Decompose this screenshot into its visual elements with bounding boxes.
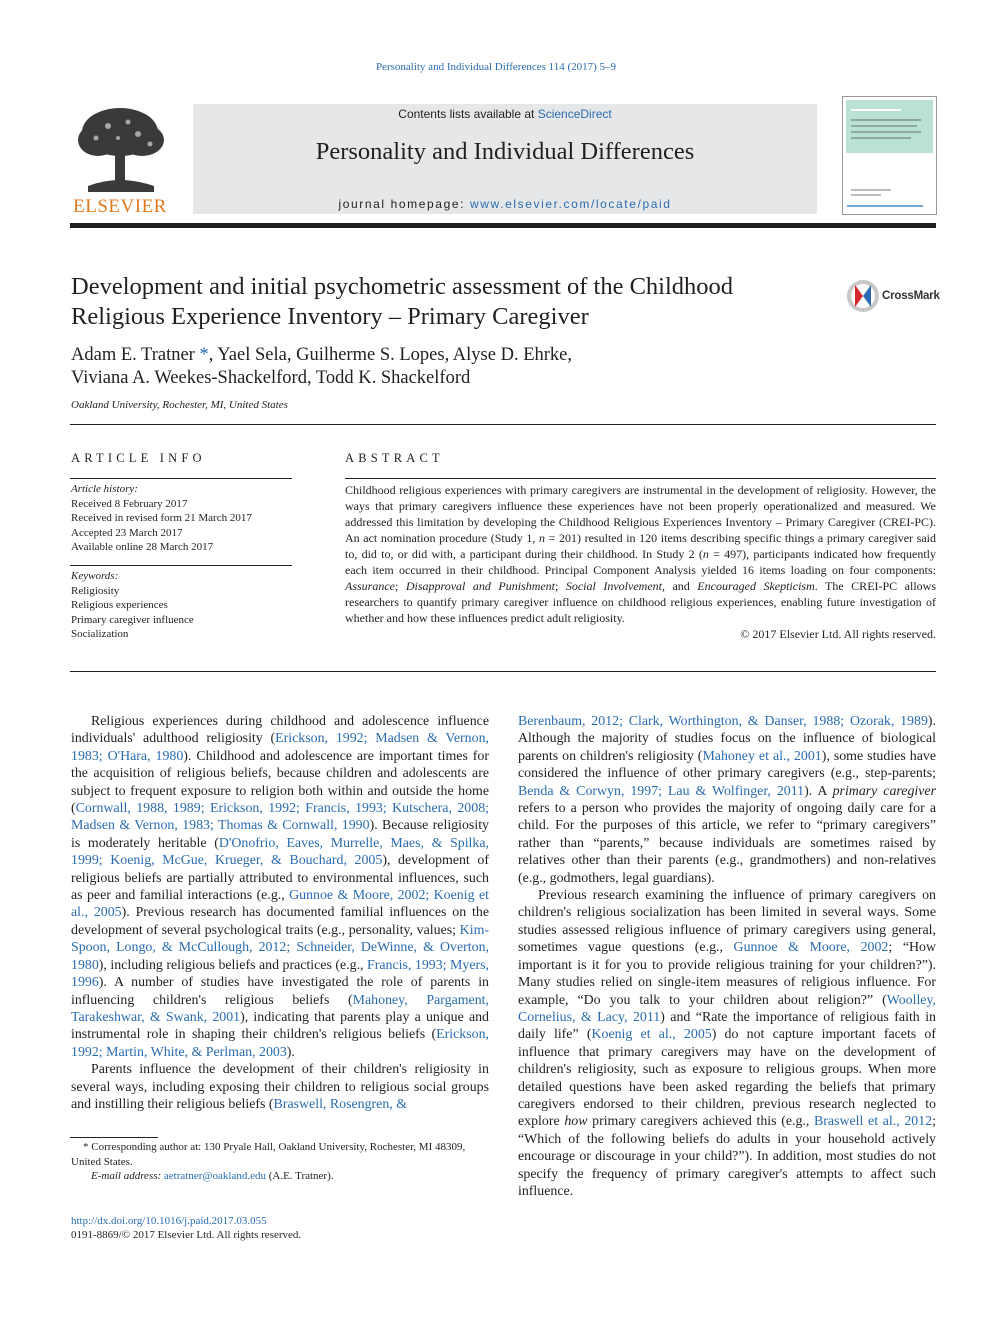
body-text: ; “Which of the following beliefs do adults in your household actively encourage or discourage in your child?”). In addition, most studies do not specify the frequency of primary caregiver's attempts to affect such influence. bbox=[518, 1114, 936, 1199]
history-item: Received 8 February 2017 bbox=[71, 497, 188, 510]
crossmark-icon bbox=[846, 279, 880, 313]
sciencedirect-link[interactable]: ScienceDirect bbox=[537, 107, 612, 121]
journal-cover-thumbnail[interactable] bbox=[842, 96, 937, 215]
authors-line1-a: Adam E. Tratner bbox=[71, 345, 200, 365]
abstract-text: = 201) resulted in 120 items describing specific things a primary caregiver said to, did to, or did with, a participant during their childhood. In Study 2 ( bbox=[345, 531, 936, 561]
keyword: Socialization bbox=[71, 628, 129, 640]
cover-line bbox=[851, 125, 917, 127]
abstract-variable: n bbox=[539, 531, 545, 545]
divider bbox=[345, 478, 936, 479]
body-text: ). bbox=[286, 1044, 295, 1060]
body-text: primary caregivers achieved this (e.g., bbox=[587, 1114, 815, 1130]
body-text: refers to a person who provides the majority of ongoing daily care for a child. For the purposes of this article, we refer to “primary caregivers” rather than “parents,” because individuals are sometimes raised by relatives other than their parents (e.g., grandmothers) and non-relatives (e.g., godmothers, legal guardians). bbox=[518, 801, 936, 886]
citation-link[interactable]: Braswell et al., 2012 bbox=[814, 1114, 933, 1130]
keyword: Primary caregiver influence bbox=[71, 613, 194, 626]
corresponding-author-note bbox=[71, 1140, 489, 1169]
body-paragraph bbox=[518, 887, 936, 1200]
elsevier-wordmark: ELSEVIER bbox=[73, 196, 167, 217]
abstract-heading: ABSTRACT bbox=[345, 451, 444, 465]
body-text: ) and “Rate the importance of religious faith in daily life” ( bbox=[518, 1009, 936, 1043]
elsevier-tree-icon bbox=[68, 104, 172, 196]
body-text: Previous research examining the influence of primary caregivers on children's religious socialization has been limited in several ways. Some studies assessed religious influence of primary caregivers using general, sometimes vague questions (e.g., bbox=[518, 888, 936, 956]
body-paragraph bbox=[71, 713, 489, 1061]
body-text: ). Because religiosity is moderately heritable ( bbox=[71, 818, 489, 851]
email-note bbox=[71, 1169, 489, 1184]
body-text: ). Although the majority of studies focus on the influence of biological parents on children's religiosity ( bbox=[518, 714, 936, 764]
abstract-text: ; bbox=[555, 579, 566, 593]
citation-link[interactable]: Francis, 1993; Myers, 1996 bbox=[71, 957, 489, 991]
footnote-text: Corresponding author at: 130 Pryale Hall, Oakland University, Rochester, MI 48309, United States. bbox=[71, 1141, 466, 1168]
keywords bbox=[71, 569, 293, 642]
citation-link[interactable]: Kim-Spoon, Longo, & McCullough, 2012; Schneider, DeWinne, & Overton, 1980 bbox=[71, 922, 489, 973]
body-text: ; “How important is it for you to provide religious training for your children?”). Many studies relied on single-item measures of religious influence. For example, “Do you talk to your children about religion?” ( bbox=[518, 940, 936, 1008]
keyword: Religious experiences bbox=[71, 599, 168, 611]
journal-homepage-link[interactable]: www.elsevier.com/locate/paid bbox=[470, 197, 672, 211]
abstract-text: , and bbox=[661, 579, 698, 593]
divider bbox=[70, 565, 292, 566]
author-list bbox=[71, 344, 831, 390]
component-name: Encouraged Skepticism bbox=[697, 579, 815, 593]
citation-link[interactable]: Gunnoe & Moore, 2002; Koenig et al., 2005 bbox=[71, 888, 489, 921]
citation-link[interactable]: Mahoney, Pargament, Tarakeshwar, & Swank, 2001 bbox=[71, 992, 489, 1025]
citation-link[interactable]: Erickson, 1992; Madsen & Vernon, 1983; O'Hara, 1980 bbox=[71, 731, 489, 764]
citation-link[interactable]: Benda & Corwyn, 1997; Lau & Wolfinger, 2011 bbox=[518, 783, 805, 799]
body-column-right bbox=[518, 713, 936, 1200]
divider bbox=[70, 424, 936, 425]
affiliation: Oakland University, Rochester, MI, United States bbox=[71, 399, 288, 411]
body-text: ), some studies have considered the influence of other primary caregivers (e.g., step-parents; bbox=[518, 748, 936, 782]
cover-line bbox=[851, 109, 901, 111]
abstract-paragraph bbox=[345, 482, 936, 626]
keywords-label: Keywords: bbox=[71, 570, 119, 582]
citation-link[interactable]: Mahoney et al., 2001 bbox=[702, 748, 822, 764]
header-rule bbox=[70, 223, 936, 228]
abstract-variable: n bbox=[702, 547, 709, 561]
footnote-rule bbox=[70, 1137, 158, 1138]
cover-line bbox=[847, 205, 923, 207]
citation-link[interactable]: Braswell, Rosengren, & bbox=[273, 1096, 408, 1112]
issn-copyright: 0191-8869/© 2017 Elsevier Ltd. All rights reserved. bbox=[71, 1229, 302, 1241]
citation-link[interactable]: Woolley, Cornelius, & Lacy, 2011 bbox=[518, 992, 936, 1025]
article-history bbox=[71, 482, 293, 555]
abstract-text: ; bbox=[395, 579, 406, 593]
footnotes bbox=[71, 1140, 489, 1184]
body-text: Parents influence the development of their children's religiosity in several ways, including exposing their children to religious social groups and instilling their religious beliefs ( bbox=[71, 1062, 489, 1112]
contents-line bbox=[193, 107, 817, 121]
citation-link[interactable]: D'Onofrio, Eaves, Murrelle, Maes, & Spilka, 1999; Koenig, McGue, Krueger, & Bouchard, 2005 bbox=[71, 835, 489, 869]
cover-line bbox=[851, 194, 881, 196]
body-emphasis: how bbox=[564, 1114, 588, 1130]
authors-line1-b: , Yael Sela, Guilherme S. Lopes, Alyse D. Ehrke, bbox=[208, 345, 572, 365]
cover-line bbox=[851, 189, 891, 191]
abstract-text: Childhood religious experiences with primary caregivers are instrumental in the development of religiosity. However, the ways that primary caregivers influence these experiences have not been properly operationalized and measured. We addressed this limitation by developing the Childhood Religious Experiences Inventory – Primary Caregiver (CREI-PC). An act nomination procedure (Study 1, bbox=[345, 483, 936, 545]
cover-line bbox=[851, 131, 921, 133]
body-text: ). Previous research has documented familial influences on the development of several psychological traits (e.g., personality, values; bbox=[71, 905, 489, 938]
cover-line bbox=[851, 119, 921, 121]
body-text: ). Childhood and adolescence are important times for the acquisition of religious beliefs, because children and adolescents are subject to frequent exposure to religion both within and outside the home ( bbox=[71, 748, 489, 817]
citation-link[interactable]: Berenbaum, 2012; Clark, Worthington, & Danser, 1988; Ozorak, 1989 bbox=[518, 714, 928, 729]
citation-link[interactable]: Cornwall, 1988, 1989; Erickson, 1992; Francis, 1993; Kutschera, 2008; Madsen & Vernon, 1983; Thomas & Cornwall, 1990 bbox=[71, 801, 489, 834]
divider bbox=[70, 671, 936, 672]
body-text: ). A number of studies have investigated the role of parents in influencing children's religious beliefs ( bbox=[71, 975, 489, 1008]
body-text: ), indicating that parents play a unique and instrumental role in shaping their children's religious beliefs ( bbox=[71, 1009, 489, 1043]
footnote-text: (A.E. Tratner). bbox=[265, 1170, 334, 1182]
component-name: Assurance bbox=[345, 579, 395, 593]
body-text: ), development of religious beliefs are partially attributed to environmental influences, such as peer and familial interactions (e.g., bbox=[71, 853, 489, 904]
elsevier-logo bbox=[68, 104, 172, 216]
component-name: Disapproval and Punishment bbox=[405, 579, 556, 593]
footnote-marker: * bbox=[83, 1141, 89, 1153]
email-link[interactable]: aetratner@oakland.edu bbox=[163, 1170, 266, 1182]
abstract-text: = 497), participants indicated how frequently each item occurred in their childhood. Principal Component Analysis yielded 16 items loading on four components: bbox=[345, 547, 936, 577]
body-emphasis: primary caregiver bbox=[832, 783, 937, 799]
citation-link[interactable]: Gunnoe & Moore, 2002 bbox=[733, 940, 889, 956]
email-label: E-mail address: bbox=[91, 1170, 164, 1182]
body-text: Religious experiences during childhood and adolescence influence individuals' adulthood religiosity ( bbox=[71, 714, 489, 747]
history-item: Available online 28 March 2017 bbox=[71, 541, 214, 553]
citation-link[interactable]: Erickson, 1992; Martin, White, & Perlman, 2003 bbox=[71, 1027, 489, 1060]
homepage-line bbox=[193, 197, 817, 211]
cover-line bbox=[851, 137, 911, 139]
contents-prefix: Contents lists available at bbox=[398, 107, 538, 121]
abstract-copyright: © 2017 Elsevier Ltd. All rights reserved. bbox=[740, 627, 936, 641]
body-paragraph bbox=[71, 1061, 489, 1113]
crossmark-label: CrossMark bbox=[882, 290, 940, 302]
authors-line2: Viviana A. Weekes-Shackelford, Todd K. Shackelford bbox=[71, 368, 471, 388]
homepage-prefix: journal homepage: bbox=[338, 197, 470, 211]
body-text: ). A bbox=[804, 783, 833, 799]
journal-banner bbox=[193, 104, 817, 214]
body-paragraph bbox=[518, 713, 936, 887]
corresponding-author-marker[interactable]: * bbox=[199, 345, 209, 365]
abstract-text: . The CREI-PC allows researchers to quantify primary caregiver influence on childhood religious experiences, enabling future investigation of whether and how these influences predict adult religiosity. bbox=[345, 579, 937, 625]
history-label: Article history: bbox=[71, 483, 138, 495]
journal-citation-link[interactable]: Personality and Individual Differences 114 (2017) 5–9 bbox=[375, 61, 617, 73]
body-text: ), including religious beliefs and practices (e.g., bbox=[98, 957, 368, 973]
crossmark-button[interactable] bbox=[846, 279, 938, 313]
divider bbox=[70, 478, 292, 479]
journal-name: Personality and Individual Differences bbox=[315, 138, 695, 165]
doi-link[interactable]: http://dx.doi.org/10.1016/j.paid.2017.03.055 bbox=[71, 1215, 267, 1227]
history-item: Received in revised form 21 March 2017 bbox=[71, 512, 252, 524]
citation-link[interactable]: Koenig et al., 2005 bbox=[591, 1027, 712, 1043]
abstract-body bbox=[345, 482, 936, 642]
body-column-left bbox=[71, 713, 489, 1113]
keyword: Religiosity bbox=[71, 584, 120, 597]
article-info-heading: ARTICLE INFO bbox=[71, 451, 206, 465]
history-item: Accepted 23 March 2017 bbox=[71, 526, 183, 539]
article-title: Development and initial psychometric assessment of the Childhood Religious Experience Inventory – Primary Caregiver bbox=[71, 273, 734, 330]
body-text: ) do not capture important facets of influence that primary caregivers may have on the development of children's religiosity, such as exposure to religious groups. When more detailed questions have been asked regarding the beliefs that primary caregivers endorsed to their children, previous research neglected to explore bbox=[518, 1027, 936, 1130]
component-name: Social Involvement bbox=[565, 579, 662, 593]
